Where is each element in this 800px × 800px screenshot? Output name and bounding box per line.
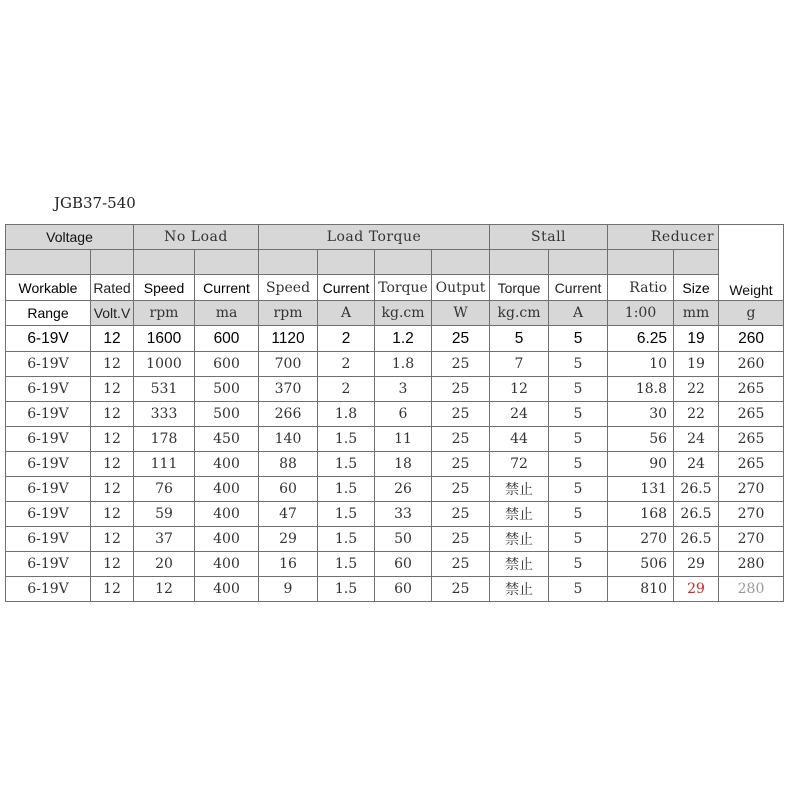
label-current-no-load: Current: [195, 275, 259, 301]
cell-stall-current: 5: [549, 477, 608, 502]
cell-stall-torque: 24: [490, 402, 549, 427]
table-row: [6, 352, 784, 377]
label-ratio: Ratio: [608, 275, 674, 301]
cell-size: 19: [674, 326, 719, 352]
cell-weight: 265: [719, 452, 784, 477]
label-size: Size: [674, 275, 719, 301]
cell-load-torque: 1.2: [375, 326, 432, 352]
cell-no-load-current: 600: [195, 352, 259, 377]
cell-voltage-range: 6-19V: [6, 527, 91, 552]
cell-load-torque: 50: [375, 527, 432, 552]
table-row: [6, 377, 784, 402]
cell-no-load-current: 400: [195, 552, 259, 577]
cell-stall-torque: 禁止: [490, 527, 549, 552]
blank-row: [6, 250, 784, 275]
table-row: [6, 452, 784, 477]
cell-load-speed: 16: [259, 552, 318, 577]
cell-load-current: 2: [318, 326, 375, 352]
unit-ma: ma: [195, 301, 259, 326]
cell-load-output: 25: [432, 402, 490, 427]
cell-ratio: 90: [608, 452, 674, 477]
unit-rpm-load: rpm: [259, 301, 318, 326]
cell-no-load-current: 400: [195, 452, 259, 477]
cell-load-current: 2: [318, 377, 375, 402]
blank-cell: [195, 250, 259, 275]
cell-stall-torque: 7: [490, 352, 549, 377]
cell-rated-volt: 12: [91, 377, 134, 402]
group-stall: Stall: [490, 225, 608, 250]
table-row: [6, 577, 784, 602]
blank-cell: [674, 250, 719, 275]
cell-load-current: 1.5: [318, 552, 375, 577]
spec-rows: [6, 326, 784, 602]
cell-rated-volt: 12: [91, 502, 134, 527]
cell-size: 26.5: [674, 527, 719, 552]
label-output-load: Output: [432, 275, 490, 301]
cell-voltage-range: 6-19V: [6, 326, 91, 352]
cell-stall-torque: 禁止: [490, 552, 549, 577]
cell-load-output: 25: [432, 577, 490, 602]
cell-stall-current: 5: [549, 377, 608, 402]
blank-cell: [375, 250, 432, 275]
cell-load-current: 1.8: [318, 402, 375, 427]
blank-cell: [134, 250, 195, 275]
table-row: [6, 326, 784, 352]
cell-load-speed: 140: [259, 427, 318, 452]
label-speed-load: Speed: [259, 275, 318, 301]
cell-ratio: 6.25: [608, 326, 674, 352]
cell-no-load-current: 500: [195, 402, 259, 427]
cell-load-output: 25: [432, 326, 490, 352]
cell-no-load-current: 400: [195, 577, 259, 602]
cell-weight: 280: [719, 577, 784, 602]
cell-load-current: 1.5: [318, 427, 375, 452]
cell-size: 24: [674, 452, 719, 477]
cell-load-output: 25: [432, 502, 490, 527]
cell-no-load-speed: 1000: [134, 352, 195, 377]
unit-kgcm-stall: kg.cm: [490, 301, 549, 326]
cell-load-torque: 3: [375, 377, 432, 402]
cell-load-speed: 370: [259, 377, 318, 402]
unit-a-stall: A: [549, 301, 608, 326]
cell-load-speed: 9: [259, 577, 318, 602]
cell-size: 26.5: [674, 477, 719, 502]
group-no-load: No Load: [134, 225, 259, 250]
cell-load-current: 1.5: [318, 452, 375, 477]
cell-stall-current: 5: [549, 452, 608, 477]
unit-a-load: A: [318, 301, 375, 326]
cell-stall-torque: 禁止: [490, 577, 549, 602]
cell-no-load-speed: 12: [134, 577, 195, 602]
cell-load-torque: 11: [375, 427, 432, 452]
blank-cell: [6, 250, 91, 275]
unit-mm: mm: [674, 301, 719, 326]
cell-load-output: 25: [432, 377, 490, 402]
label-rated: Rated: [91, 275, 134, 301]
group-load-torque: Load Torque: [259, 225, 490, 250]
cell-no-load-current: 400: [195, 502, 259, 527]
group-header-row: [6, 225, 784, 250]
cell-voltage-range: 6-19V: [6, 377, 91, 402]
table-row: [6, 502, 784, 527]
label-row: [6, 275, 784, 301]
cell-weight: 270: [719, 477, 784, 502]
cell-stall-torque: 禁止: [490, 477, 549, 502]
cell-rated-volt: 12: [91, 326, 134, 352]
blank-cell: [259, 250, 318, 275]
cell-rated-volt: 12: [91, 402, 134, 427]
spec-table: [5, 224, 784, 602]
cell-load-torque: 60: [375, 552, 432, 577]
cell-size: 26.5: [674, 502, 719, 527]
unit-kgcm-load: kg.cm: [375, 301, 432, 326]
blank-cell: [549, 250, 608, 275]
cell-ratio: 10: [608, 352, 674, 377]
table-row: [6, 402, 784, 427]
table-row: [6, 427, 784, 452]
cell-load-speed: 29: [259, 527, 318, 552]
cell-ratio: 56: [608, 427, 674, 452]
cell-no-load-speed: 111: [134, 452, 195, 477]
cell-rated-volt: 12: [91, 527, 134, 552]
unit-ratio: 1:00: [608, 301, 674, 326]
cell-no-load-current: 400: [195, 477, 259, 502]
cell-load-output: 25: [432, 352, 490, 377]
cell-weight: 265: [719, 377, 784, 402]
cell-load-torque: 60: [375, 577, 432, 602]
cell-no-load-speed: 76: [134, 477, 195, 502]
cell-no-load-current: 500: [195, 377, 259, 402]
blank-cell: [432, 250, 490, 275]
cell-size: 19: [674, 352, 719, 377]
cell-load-current: 1.5: [318, 577, 375, 602]
cell-load-output: 25: [432, 452, 490, 477]
cell-weight: 270: [719, 502, 784, 527]
cell-ratio: 168: [608, 502, 674, 527]
cell-load-current: 1.5: [318, 477, 375, 502]
cell-voltage-range: 6-19V: [6, 477, 91, 502]
label-torque-load: Torque: [375, 275, 432, 301]
cell-load-output: 25: [432, 477, 490, 502]
cell-rated-volt: 12: [91, 427, 134, 452]
cell-load-speed: 700: [259, 352, 318, 377]
cell-load-speed: 47: [259, 502, 318, 527]
cell-stall-torque: 12: [490, 377, 549, 402]
cell-load-current: 1.5: [318, 502, 375, 527]
cell-no-load-current: 600: [195, 326, 259, 352]
label-current-load: Current: [318, 275, 375, 301]
cell-no-load-speed: 333: [134, 402, 195, 427]
cell-load-output: 25: [432, 427, 490, 452]
cell-ratio: 18.8: [608, 377, 674, 402]
cell-weight: 265: [719, 427, 784, 452]
cell-load-torque: 33: [375, 502, 432, 527]
cell-size: 22: [674, 377, 719, 402]
cell-ratio: 506: [608, 552, 674, 577]
cell-load-torque: 18: [375, 452, 432, 477]
cell-voltage-range: 6-19V: [6, 552, 91, 577]
cell-voltage-range: 6-19V: [6, 502, 91, 527]
cell-ratio: 131: [608, 477, 674, 502]
cell-voltage-range: 6-19V: [6, 352, 91, 377]
cell-no-load-speed: 1600: [134, 326, 195, 352]
cell-load-speed: 88: [259, 452, 318, 477]
cell-stall-current: 5: [549, 352, 608, 377]
cell-stall-current: 5: [549, 402, 608, 427]
blank-cell: [490, 250, 549, 275]
unit-row: [6, 301, 784, 326]
group-voltage: Voltage: [6, 225, 134, 250]
cell-load-output: 25: [432, 552, 490, 577]
cell-rated-volt: 12: [91, 352, 134, 377]
cell-load-output: 25: [432, 527, 490, 552]
label-torque-stall: Torque: [490, 275, 549, 301]
cell-size: 29: [674, 577, 719, 602]
cell-voltage-range: 6-19V: [6, 452, 91, 477]
cell-stall-current: 5: [549, 427, 608, 452]
table-row: [6, 527, 784, 552]
label-speed-no-load: Speed: [134, 275, 195, 301]
cell-stall-torque: 44: [490, 427, 549, 452]
cell-size: 22: [674, 402, 719, 427]
cell-no-load-speed: 178: [134, 427, 195, 452]
unit-rpm-no-load: rpm: [134, 301, 195, 326]
cell-load-torque: 6: [375, 402, 432, 427]
cell-ratio: 30: [608, 402, 674, 427]
cell-stall-torque: 72: [490, 452, 549, 477]
cell-stall-current: 5: [549, 502, 608, 527]
group-weight: [719, 225, 784, 301]
cell-load-current: 1.5: [318, 527, 375, 552]
blank-cell: [91, 250, 134, 275]
label-current-stall: Current: [549, 275, 608, 301]
cell-stall-current: 5: [549, 552, 608, 577]
unit-w: W: [432, 301, 490, 326]
cell-weight: 270: [719, 527, 784, 552]
cell-weight: 260: [719, 326, 784, 352]
cell-load-current: 2: [318, 352, 375, 377]
cell-stall-torque: 5: [490, 326, 549, 352]
cell-no-load-speed: 20: [134, 552, 195, 577]
cell-weight: 265: [719, 402, 784, 427]
cell-stall-current: 5: [549, 326, 608, 352]
cell-weight: 280: [719, 552, 784, 577]
cell-no-load-speed: 37: [134, 527, 195, 552]
cell-load-torque: 1.8: [375, 352, 432, 377]
group-reducer: Reducer: [608, 225, 719, 250]
blank-cell: [608, 250, 674, 275]
weight-label: Weight: [729, 282, 773, 298]
unit-volt: Volt.V: [91, 301, 134, 326]
cell-voltage-range: 6-19V: [6, 402, 91, 427]
cell-load-torque: 26: [375, 477, 432, 502]
cell-no-load-current: 400: [195, 527, 259, 552]
cell-ratio: 810: [608, 577, 674, 602]
table-row: [6, 477, 784, 502]
label-workable: Workable: [6, 275, 91, 301]
cell-no-load-current: 450: [195, 427, 259, 452]
cell-voltage-range: 6-19V: [6, 427, 91, 452]
cell-stall-current: 5: [549, 527, 608, 552]
unit-range: Range: [6, 301, 91, 326]
model-title: JGB37-540: [54, 194, 136, 212]
cell-voltage-range: 6-19V: [6, 577, 91, 602]
cell-rated-volt: 12: [91, 552, 134, 577]
cell-no-load-speed: 531: [134, 377, 195, 402]
cell-rated-volt: 12: [91, 577, 134, 602]
table-row: [6, 552, 784, 577]
cell-load-speed: 1120: [259, 326, 318, 352]
cell-ratio: 270: [608, 527, 674, 552]
blank-cell: [318, 250, 375, 275]
unit-g: g: [719, 301, 784, 326]
cell-size: 24: [674, 427, 719, 452]
cell-weight: 260: [719, 352, 784, 377]
cell-stall-current: 5: [549, 577, 608, 602]
cell-stall-torque: 禁止: [490, 502, 549, 527]
cell-load-speed: 60: [259, 477, 318, 502]
cell-size: 29: [674, 552, 719, 577]
cell-load-speed: 266: [259, 402, 318, 427]
cell-rated-volt: 12: [91, 477, 134, 502]
cell-rated-volt: 12: [91, 452, 134, 477]
cell-no-load-speed: 59: [134, 502, 195, 527]
